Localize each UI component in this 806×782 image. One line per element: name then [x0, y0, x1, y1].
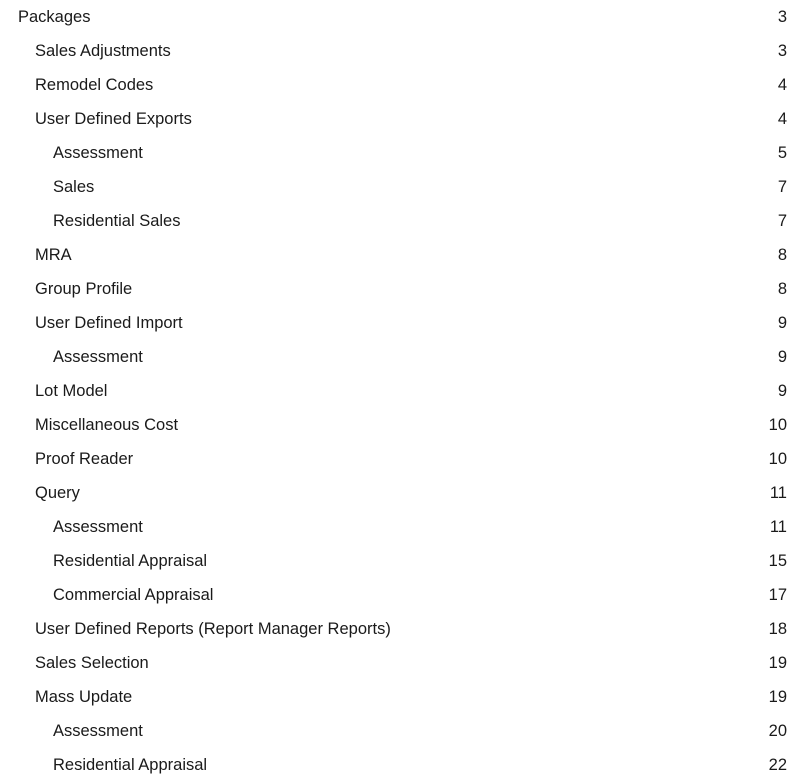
dot-leader [158, 74, 773, 91]
toc-entry[interactable] [0, 748, 806, 782]
toc-entry[interactable] [0, 578, 806, 612]
toc-entry[interactable] [0, 102, 806, 136]
toc-entry[interactable] [0, 0, 806, 34]
toc-entry-title: MRA [35, 246, 72, 264]
toc-entry[interactable] [0, 646, 806, 680]
toc-entry[interactable] [0, 612, 806, 646]
toc-page-number: 19 [768, 654, 787, 672]
toc-page-number: 19 [768, 688, 787, 706]
dot-leader [77, 244, 773, 261]
toc-entry-title: User Defined Exports [35, 110, 192, 128]
dot-leader [148, 516, 765, 533]
toc-page-number: 11 [769, 484, 787, 502]
toc-entry[interactable] [0, 510, 806, 544]
toc-entry-title: Assessment [53, 518, 143, 536]
toc-entry-title: Assessment [53, 348, 143, 366]
toc-page-number: 20 [768, 722, 787, 740]
toc-entry[interactable] [0, 34, 806, 68]
dot-leader [197, 108, 773, 125]
toc-page-number: 11 [769, 518, 787, 536]
toc-page-number: 7 [777, 178, 787, 196]
dot-leader [183, 414, 764, 431]
dot-leader [181, 210, 773, 227]
dot-leader [148, 142, 773, 159]
dot-leader [391, 618, 764, 635]
toc-entry-title: Group Profile [35, 280, 133, 298]
toc-page-number: 7 [777, 212, 787, 230]
toc-entry[interactable] [0, 306, 806, 340]
toc-entry[interactable] [0, 714, 806, 748]
toc-entry[interactable] [0, 340, 806, 374]
toc-entry-title: Assessment [53, 722, 143, 740]
toc-page-number: 10 [768, 416, 787, 434]
toc-entry-title: User Defined Reports (Report Manager Reports) [35, 620, 391, 638]
toc-entry-title: Sales Adjustments [35, 42, 171, 60]
dot-leader [218, 584, 763, 601]
dot-leader [99, 176, 773, 193]
toc-entry[interactable] [0, 272, 806, 306]
toc-entry-title: Commercial Appraisal [53, 586, 214, 604]
dot-leader [107, 380, 772, 397]
toc-entry-title: Residential Appraisal [53, 756, 208, 774]
toc-entry[interactable] [0, 238, 806, 272]
dot-leader [148, 346, 773, 363]
toc-entry-title: User Defined Import [35, 314, 183, 332]
dot-leader [137, 686, 763, 703]
toc-entry[interactable] [0, 476, 806, 510]
dot-leader [207, 754, 764, 771]
toc-entry[interactable] [0, 680, 806, 714]
dot-leader [132, 278, 773, 295]
toc-entry[interactable] [0, 374, 806, 408]
dot-leader [138, 448, 764, 465]
toc-page-number: 18 [768, 620, 787, 638]
toc-page-number: 8 [777, 246, 787, 264]
dot-leader [148, 720, 764, 737]
toc-page-number: 22 [768, 756, 787, 774]
toc-entry-title: Miscellaneous Cost [35, 416, 179, 434]
dot-leader [85, 482, 765, 499]
toc-entry-title: Query [35, 484, 80, 502]
toc-entry-title: Residential Appraisal [53, 552, 208, 570]
toc-page-number: 5 [777, 144, 787, 162]
dot-leader [188, 312, 773, 329]
toc-page-number: 17 [768, 586, 787, 604]
dot-leader [90, 6, 772, 23]
toc-entry[interactable] [0, 544, 806, 578]
toc-page-number: 4 [777, 76, 787, 94]
toc-page-number: 9 [777, 314, 787, 332]
toc-page-number: 9 [777, 348, 787, 366]
toc-entry[interactable] [0, 68, 806, 102]
dot-leader [207, 550, 764, 567]
toc-entry-title: Mass Update [35, 688, 133, 706]
toc-entry-title: Sales [53, 178, 95, 196]
toc-entry[interactable] [0, 442, 806, 476]
toc-entry-title: Proof Reader [35, 450, 134, 468]
toc-page-number: 15 [768, 552, 787, 570]
dot-leader [154, 652, 764, 669]
toc-page-number: 4 [777, 110, 787, 128]
toc-entry-title: Residential Sales [53, 212, 181, 230]
toc-entry[interactable] [0, 408, 806, 442]
toc-page-number: 3 [777, 8, 787, 26]
toc-entry[interactable] [0, 170, 806, 204]
toc-entry-title: Sales Selection [35, 654, 149, 672]
toc-entry-title: Assessment [53, 144, 143, 162]
toc-page-number: 9 [777, 382, 787, 400]
toc-entry[interactable] [0, 136, 806, 170]
toc-entry-title: Lot Model [35, 382, 108, 400]
toc-page-number: 10 [768, 450, 787, 468]
toc-page-number: 3 [777, 42, 787, 60]
dot-leader [171, 40, 773, 57]
toc-page-number: 8 [777, 280, 787, 298]
toc-entry-title: Packages [18, 8, 91, 26]
toc-entry[interactable] [0, 204, 806, 238]
toc-entry-title: Remodel Codes [35, 76, 154, 94]
